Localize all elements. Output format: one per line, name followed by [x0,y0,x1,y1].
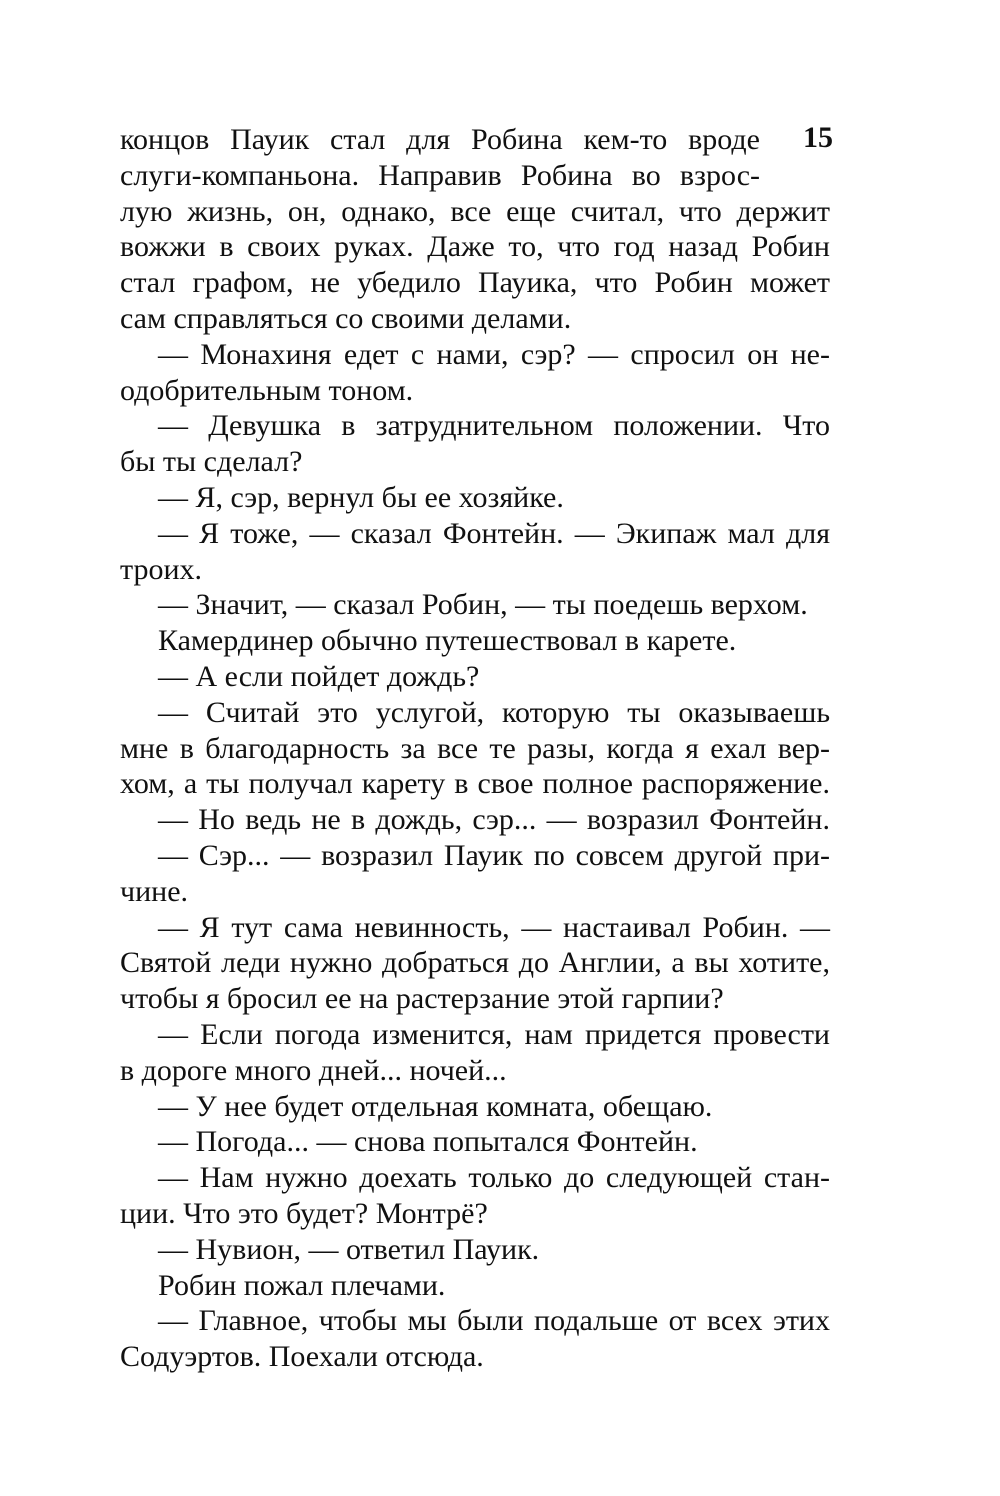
text-line: одобрительным тоном. [120,373,414,407]
text-line: Содуэртов. Поехали отсюда. [120,1340,484,1374]
body-text [120,122,830,1375]
text-line: в дороге много дней... ночей... [120,1053,507,1087]
text-line: сам справляться со своими делами. [120,301,572,335]
text-line: — У нее будет отдельная комната, обещаю. [158,1089,713,1123]
text-line: — Значит, — сказал Робин, — ты поедешь верхом. [158,588,808,622]
text-line: мне в благодарность за все те разы, когда я ехал вер- [120,731,830,765]
text-line: — Считай это услугой, которую ты оказываешь [158,695,830,729]
text-line: Святой леди нужно добраться до Англии, а вы хотите, [120,946,830,980]
text-line: — Я, сэр, вернул бы ее хозяйке. [158,480,564,514]
text-line: лую жизнь, он, однако, все еще считал, что держит [120,194,830,228]
text-line: — Сэр... — возразил Пауик по совсем другой при- [158,838,830,872]
text-line: ции. Что это будет? Монтрё? [120,1196,488,1230]
text-line: — Я тоже, — сказал Фонтейн. — Экипаж мал для [158,516,830,550]
text-line: — Девушка в затруднительном положении. Что [158,409,830,443]
text-line: — Погода... — снова попытался Фонтейн. [158,1125,698,1159]
text-line: троих. [120,552,203,586]
text-line: Робин пожал плечами. [158,1268,446,1302]
text-line: стал графом, не убедило Пауика, что Робин может [120,266,830,300]
text-line: — Если погода изменится, нам придется провести [158,1017,830,1051]
text-line: вожжи в своих руках. Даже то, что год назад Робин [120,230,830,264]
page-number: 15 [803,121,833,154]
text-line: — Нам нужно доехать только до следующей стан- [158,1161,830,1195]
text-line: хом, а ты получал карету в свое полное распоряжение. [120,767,830,801]
text-line: — Я тут сама невинность, — настаивал Робин. — [158,910,830,944]
text-line: бы ты сделал? [120,445,303,479]
text-line: чине. [120,874,189,908]
text-line: — Монахиня едет с нами, сэр? — спросил он не- [158,337,830,371]
text-line: — А если пойдет дождь? [158,659,480,693]
text-line: Камердинер обычно путешествовал в карете. [158,624,737,658]
text-line: — Но ведь не в дождь, сэр... — возразил Фонтейн. [158,803,830,837]
text-line: концов Пауик стал для Робина кем-то вроде [120,123,760,156]
text-line: слуги-компаньона. Направив Робина во взрос- [120,158,760,192]
text-line: чтобы я бросил ее на растерзание этой гарпии? [120,982,724,1016]
text-line: — Нувион, — ответил Пауик. [158,1232,540,1266]
text-line: — Главное, чтобы мы были подальше от всех этих [158,1304,830,1338]
